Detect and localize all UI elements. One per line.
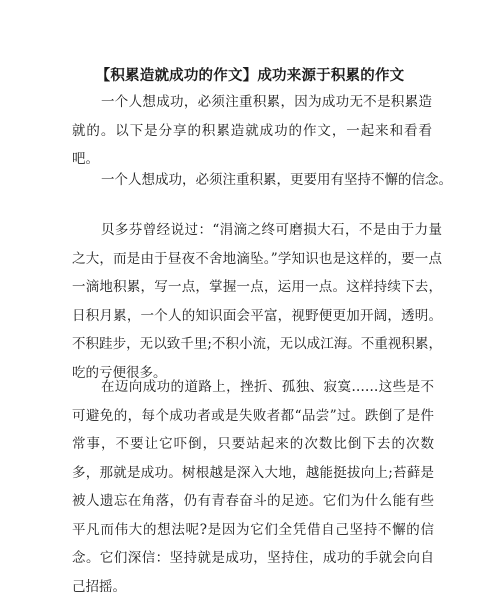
paragraph-perseverance: 在迈向成功的道路上，挫折、孤独、寂寞……这些是不可避免的，每个成功者或是失败者都“品尝”过。跌倒了是件常事，不要让它吓倒，只要站起来的次数比倒下去的次数多，那就是成功。树根越是深入大地，越能挺拔向上;苔藓是被人遗忘在角落，仍有青春奋斗的足迹。它们为什么能有些平凡而伟大的想法呢?是因为它们全凭借自己坚持不懈的信念。它们深信：坚持就是成功，坚持住，成功的手就会向自己招摇。 — [72, 379, 434, 595]
paragraph-beethoven: 贝多芬曾经说过：“涓滴之终可磨损大石，不是由于力量之大，而是由于昼夜不舍地滴坠。”学知识也是这样的，要一点一滴地积累，写一点，掌握一点，运用一点。这样持续下去，日积月累，一个人的知识面会平富，视野便更加开阔，透明。不积跬步，无以致千里;不积小流，无以成江海。不重视积累，吃的亏便很多。 — [72, 222, 442, 381]
paragraph-thesis: 一个人想成功，必须注重积累，更要用有坚持不懈的信念。 — [101, 172, 452, 188]
document-title: 【积累造就成功的作文】成功来源于积累的作文 — [95, 67, 405, 84]
paragraph-intro: 一个人想成功，必须注重积累，因为成功无不是积累造就的。以下是分享的积累造就成功的作文，一起来和看看吧。 — [72, 94, 432, 167]
